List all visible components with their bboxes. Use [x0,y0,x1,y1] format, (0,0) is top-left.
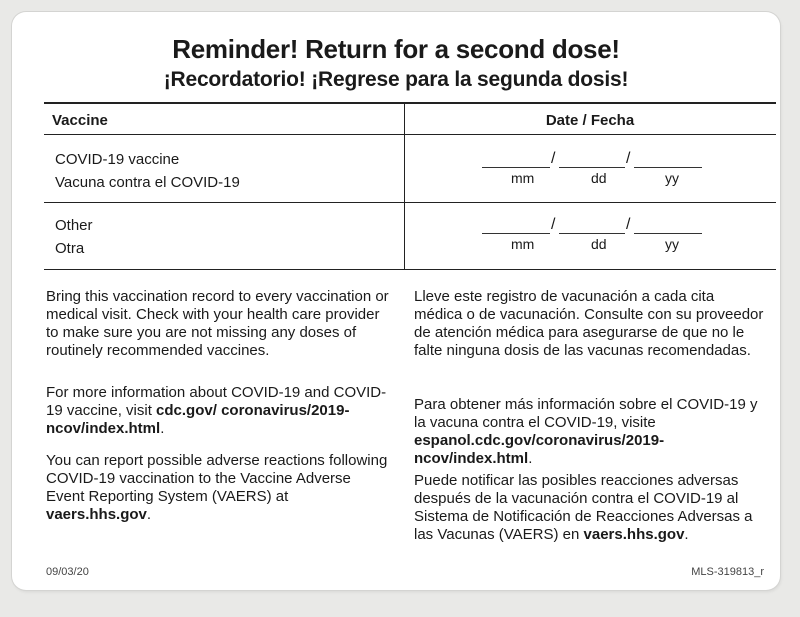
header-date: Date / Fecha [545,112,635,129]
row-other-label [55,214,93,260]
day-blank[interactable] [559,233,625,234]
date-slash: / [626,150,631,167]
row-label-english: COVID-19 vaccine [55,151,180,168]
english-paragraph-bring-record: Bring this vaccination record to every vaccination or medical visit. Check with your health care provider to make sure you are not missing any doses of routinely recommended vaccines. [46,288,389,359]
title-english: Reminder! Return for a second dose! [172,34,620,64]
cdc-link[interactable]: cdc.gov/ coronavirus/2019-ncov/index.html [46,402,350,437]
period: . [684,526,689,543]
period: . [528,450,533,467]
vaers-text: You can report possible adverse reactions following COVID-19 vaccination to the Vaccine Adverse Event Reporting System (VAERS) at [46,452,388,505]
vaers-text: Puede notificar las posibles reacciones adversas después de la vacunación contra el COVID-19 al Sistema de Notificación de Reacciones Adversas a las Vacunas (VAERS) en [414,472,753,543]
date-slash: / [551,216,556,233]
more-info-text: For more information about COVID-19 and COVID-19 vaccine, visit [46,384,387,419]
date-slash: / [551,150,556,167]
row-label-spanish: Vacuna contra el COVID-19 [55,174,240,191]
table-bottom-rule [44,269,776,270]
day-label: dd [591,236,607,252]
date-slash: / [626,216,631,233]
year-label: yy [665,236,679,252]
footer-date: 09/03/20 [46,566,89,578]
spanish-paragraph-bring-record: Lleve este registro de vacunación a cada cita médica o de vacunación. Consulte con su proveedor de atención médica para asegurarse de que no le falte ninguna dosis de las vacunas recomendadas. [414,288,764,359]
vaers-link[interactable]: vaers.hhs.gov [46,506,147,523]
row-covid-vaccine-label [55,148,240,194]
table-row-divider [44,202,776,203]
vaers-link[interactable]: vaers.hhs.gov [583,526,685,543]
year-label: yy [665,170,679,186]
month-blank[interactable] [482,167,550,168]
period: . [160,420,165,437]
spanish-paragraph-vaers [414,472,764,544]
year-blank[interactable] [634,167,702,168]
spanish-paragraph-more-info [414,396,764,468]
title-spanish: ¡Recordatorio! ¡Regrese para la segunda dosis! [163,68,629,91]
month-label: mm [511,170,535,186]
cdc-spanish-link[interactable]: espanol.cdc.gov/coronavirus/2019- ncov/index.html [414,432,665,467]
table-header-rule [44,134,776,135]
english-paragraph-more-info [46,384,391,438]
year-blank[interactable] [634,233,702,234]
table-top-rule [44,102,776,104]
header-vaccine: Vaccine [52,112,108,129]
day-blank[interactable] [559,167,625,168]
english-paragraph-vaers [46,452,391,524]
row-label-spanish: Otra [55,240,85,257]
more-info-text: Para obtener más información sobre el COVID-19 y la vacuna contra el COVID-19, visite [414,396,758,431]
footer-form-code: MLS-319813_r [691,566,764,578]
period: . [146,506,152,523]
month-blank[interactable] [482,233,550,234]
month-label: mm [511,236,535,252]
vaccination-reminder-card [12,12,780,590]
row-label-english: Other [55,217,93,234]
day-label: dd [591,170,607,186]
